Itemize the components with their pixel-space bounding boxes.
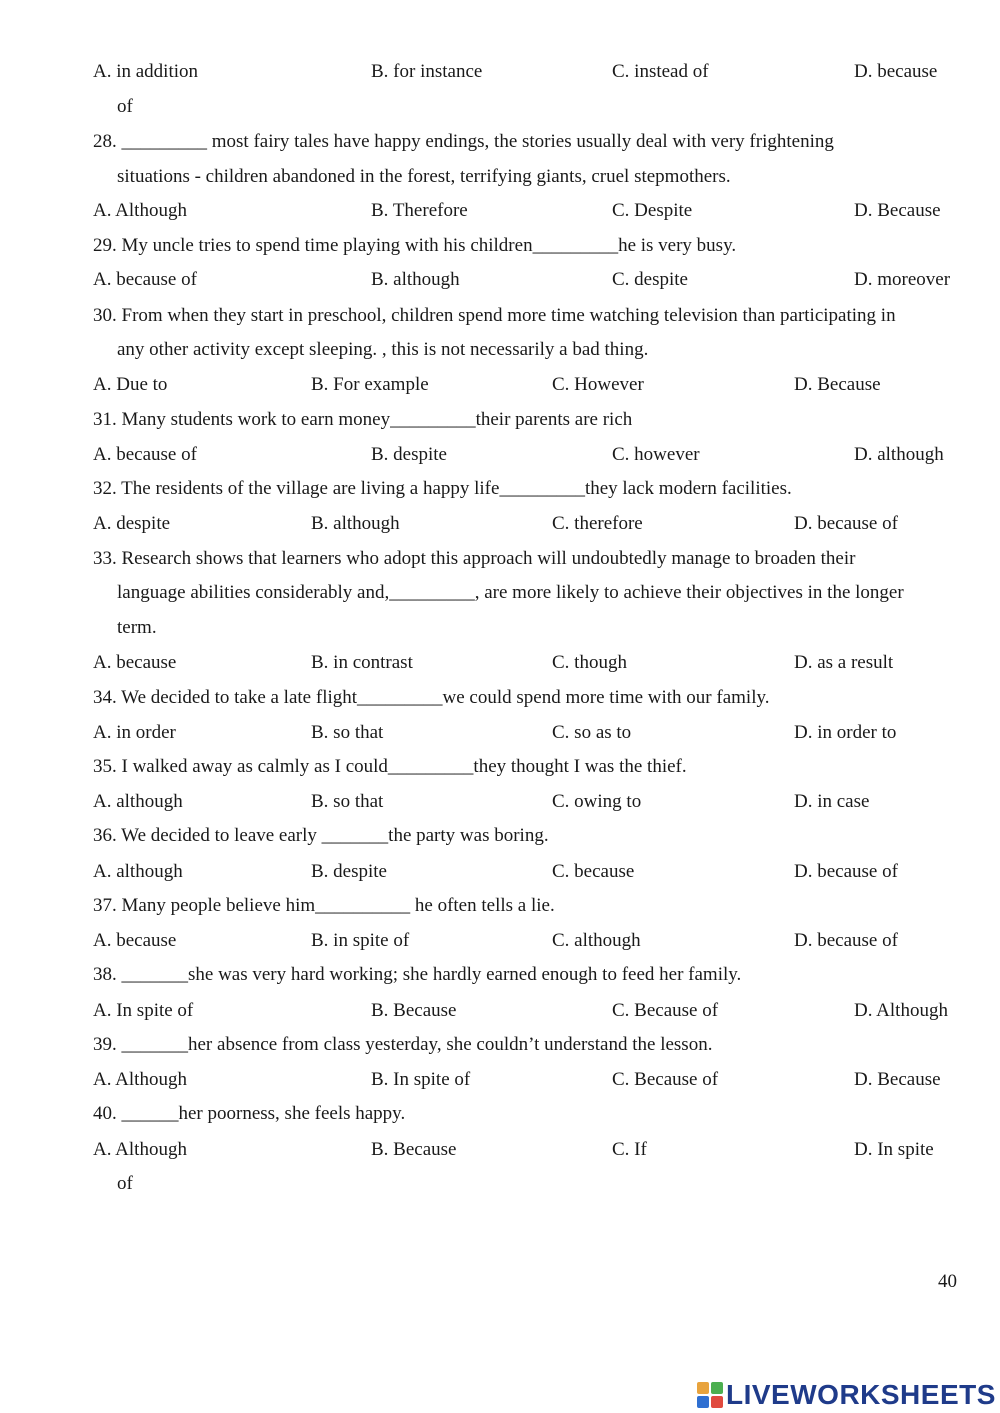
q27-option-a[interactable]: A. in addition bbox=[93, 61, 199, 82]
q27-option-b[interactable]: B. for instance bbox=[371, 61, 483, 82]
option-c[interactable]: C. although bbox=[552, 930, 641, 951]
option-a[interactable]: A. in order bbox=[93, 722, 176, 743]
option-b[interactable]: B. In spite of bbox=[371, 1069, 471, 1090]
page-number: 40 bbox=[938, 1271, 957, 1292]
option-c[interactable]: C. so as to bbox=[552, 722, 632, 743]
option-d[interactable]: D. moreover bbox=[854, 269, 951, 290]
question-stem: 36. We decided to leave early _______the party was boring. bbox=[93, 825, 549, 846]
option-d[interactable]: D. in case bbox=[794, 791, 870, 812]
option-d[interactable]: D. Because bbox=[854, 200, 941, 221]
question-stem: 38. _______she was very hard working; she hardly earned enough to feed her family. bbox=[93, 964, 742, 985]
question-stem: 39. _______her absence from class yesterday, she couldn’t understand the lesson. bbox=[93, 1034, 713, 1055]
option-d[interactable]: D. because of bbox=[794, 513, 898, 534]
question-stem: 31. Many students work to earn money_________their parents are rich bbox=[93, 409, 633, 430]
option-d[interactable]: D. because of bbox=[794, 930, 898, 951]
logo-square bbox=[711, 1396, 723, 1408]
option-c[interactable]: C. Despite bbox=[612, 200, 693, 221]
option-d[interactable]: D. because of bbox=[794, 861, 898, 882]
option-c[interactable]: C. owing to bbox=[552, 791, 642, 812]
option-b[interactable]: B. so that bbox=[311, 722, 384, 743]
option-a[interactable]: A. Although bbox=[93, 200, 187, 221]
option-c[interactable]: C. because bbox=[552, 861, 635, 882]
option-b[interactable]: B. Because bbox=[371, 1139, 457, 1160]
option-c[interactable]: C. therefore bbox=[552, 513, 643, 534]
option-d[interactable]: D. as a result bbox=[794, 652, 894, 673]
question-stem: situations - children abandoned in the forest, terrifying giants, cruel stepmothers. bbox=[117, 166, 731, 187]
option-c[interactable]: C. Because of bbox=[612, 1069, 719, 1090]
question-stem: language abilities considerably and,_________, are more likely to achieve their objectives in the longer bbox=[117, 582, 904, 603]
option-c[interactable]: C. though bbox=[552, 652, 627, 673]
q27-option-c[interactable]: C. instead of bbox=[612, 61, 709, 82]
option-b[interactable]: B. although bbox=[311, 513, 400, 534]
logo-square bbox=[697, 1396, 709, 1408]
option-a[interactable]: A. Due to bbox=[93, 374, 168, 395]
question-stem: 37. Many people believe him__________ he often tells a lie. bbox=[93, 895, 555, 916]
liveworksheets-logo-text: LIVEWORKSHEETS bbox=[726, 1379, 996, 1410]
option-a[interactable]: A. although bbox=[93, 791, 183, 812]
question-stem: term. bbox=[117, 617, 157, 638]
question-stem: any other activity except sleeping. , this is not necessarily a bad thing. bbox=[117, 339, 649, 360]
option-a[interactable]: A. Although bbox=[93, 1069, 187, 1090]
option-d-continuation: of bbox=[117, 1173, 133, 1194]
option-b[interactable]: B. despite bbox=[311, 861, 387, 882]
question-stem: 32. The residents of the village are living a happy life_________they lack modern facilities. bbox=[93, 478, 792, 499]
logo-square bbox=[711, 1382, 723, 1394]
option-b[interactable]: B. despite bbox=[371, 444, 447, 465]
question-stem: 29. My uncle tries to spend time playing with his children_________he is very busy. bbox=[93, 235, 737, 256]
option-c[interactable]: C. If bbox=[612, 1139, 647, 1160]
logo-square bbox=[697, 1382, 709, 1394]
option-c[interactable]: C. despite bbox=[612, 269, 688, 290]
question-stem: 35. I walked away as calmly as I could_________they thought I was the thief. bbox=[93, 756, 687, 777]
option-a[interactable]: A. because bbox=[93, 930, 177, 951]
option-a[interactable]: A. In spite of bbox=[93, 1000, 194, 1021]
option-d[interactable]: D. although bbox=[854, 444, 944, 465]
option-c[interactable]: C. Because of bbox=[612, 1000, 719, 1021]
option-a[interactable]: A. because bbox=[93, 652, 177, 673]
option-a[interactable]: A. because of bbox=[93, 444, 197, 465]
option-b[interactable]: B. Therefore bbox=[371, 200, 468, 221]
liveworksheets-logo bbox=[697, 1378, 996, 1412]
option-b[interactable]: B. Because bbox=[371, 1000, 457, 1021]
question-stem: 33. Research shows that learners who adopt this approach will undoubtedly manage to broaden their bbox=[93, 548, 856, 569]
option-b[interactable]: B. so that bbox=[311, 791, 384, 812]
option-d[interactable]: D. Although bbox=[854, 1000, 948, 1021]
option-d[interactable]: D. Because bbox=[854, 1069, 941, 1090]
option-c[interactable]: C. However bbox=[552, 374, 644, 395]
option-b[interactable]: B. in spite of bbox=[311, 930, 410, 951]
option-a[interactable]: A. despite bbox=[93, 513, 171, 534]
option-b[interactable]: B. in contrast bbox=[311, 652, 413, 673]
option-a[interactable]: A. Although bbox=[93, 1139, 187, 1160]
option-c[interactable]: C. however bbox=[612, 444, 700, 465]
option-b[interactable]: B. although bbox=[371, 269, 460, 290]
option-d[interactable]: D. Because bbox=[794, 374, 881, 395]
option-d[interactable]: D. In spite bbox=[854, 1139, 934, 1160]
option-a[interactable]: A. although bbox=[93, 861, 183, 882]
option-d[interactable]: D. in order to bbox=[794, 722, 897, 743]
question-stem: 34. We decided to take a late flight_________we could spend more time with our family. bbox=[93, 687, 770, 708]
question-stem: 28. _________ most fairy tales have happy endings, the stories usually deal with very frightening bbox=[93, 131, 834, 152]
option-b[interactable]: B. For example bbox=[311, 374, 429, 395]
question-stem: 40. ______her poorness, she feels happy. bbox=[93, 1103, 406, 1124]
q27-option-d-continuation: of bbox=[117, 96, 133, 117]
question-stem: 30. From when they start in preschool, children spend more time watching television than participating in bbox=[93, 305, 896, 326]
option-a[interactable]: A. because of bbox=[93, 269, 197, 290]
q27-option-d[interactable]: D. because bbox=[854, 61, 938, 82]
liveworksheets-logo-icon bbox=[697, 1382, 723, 1408]
